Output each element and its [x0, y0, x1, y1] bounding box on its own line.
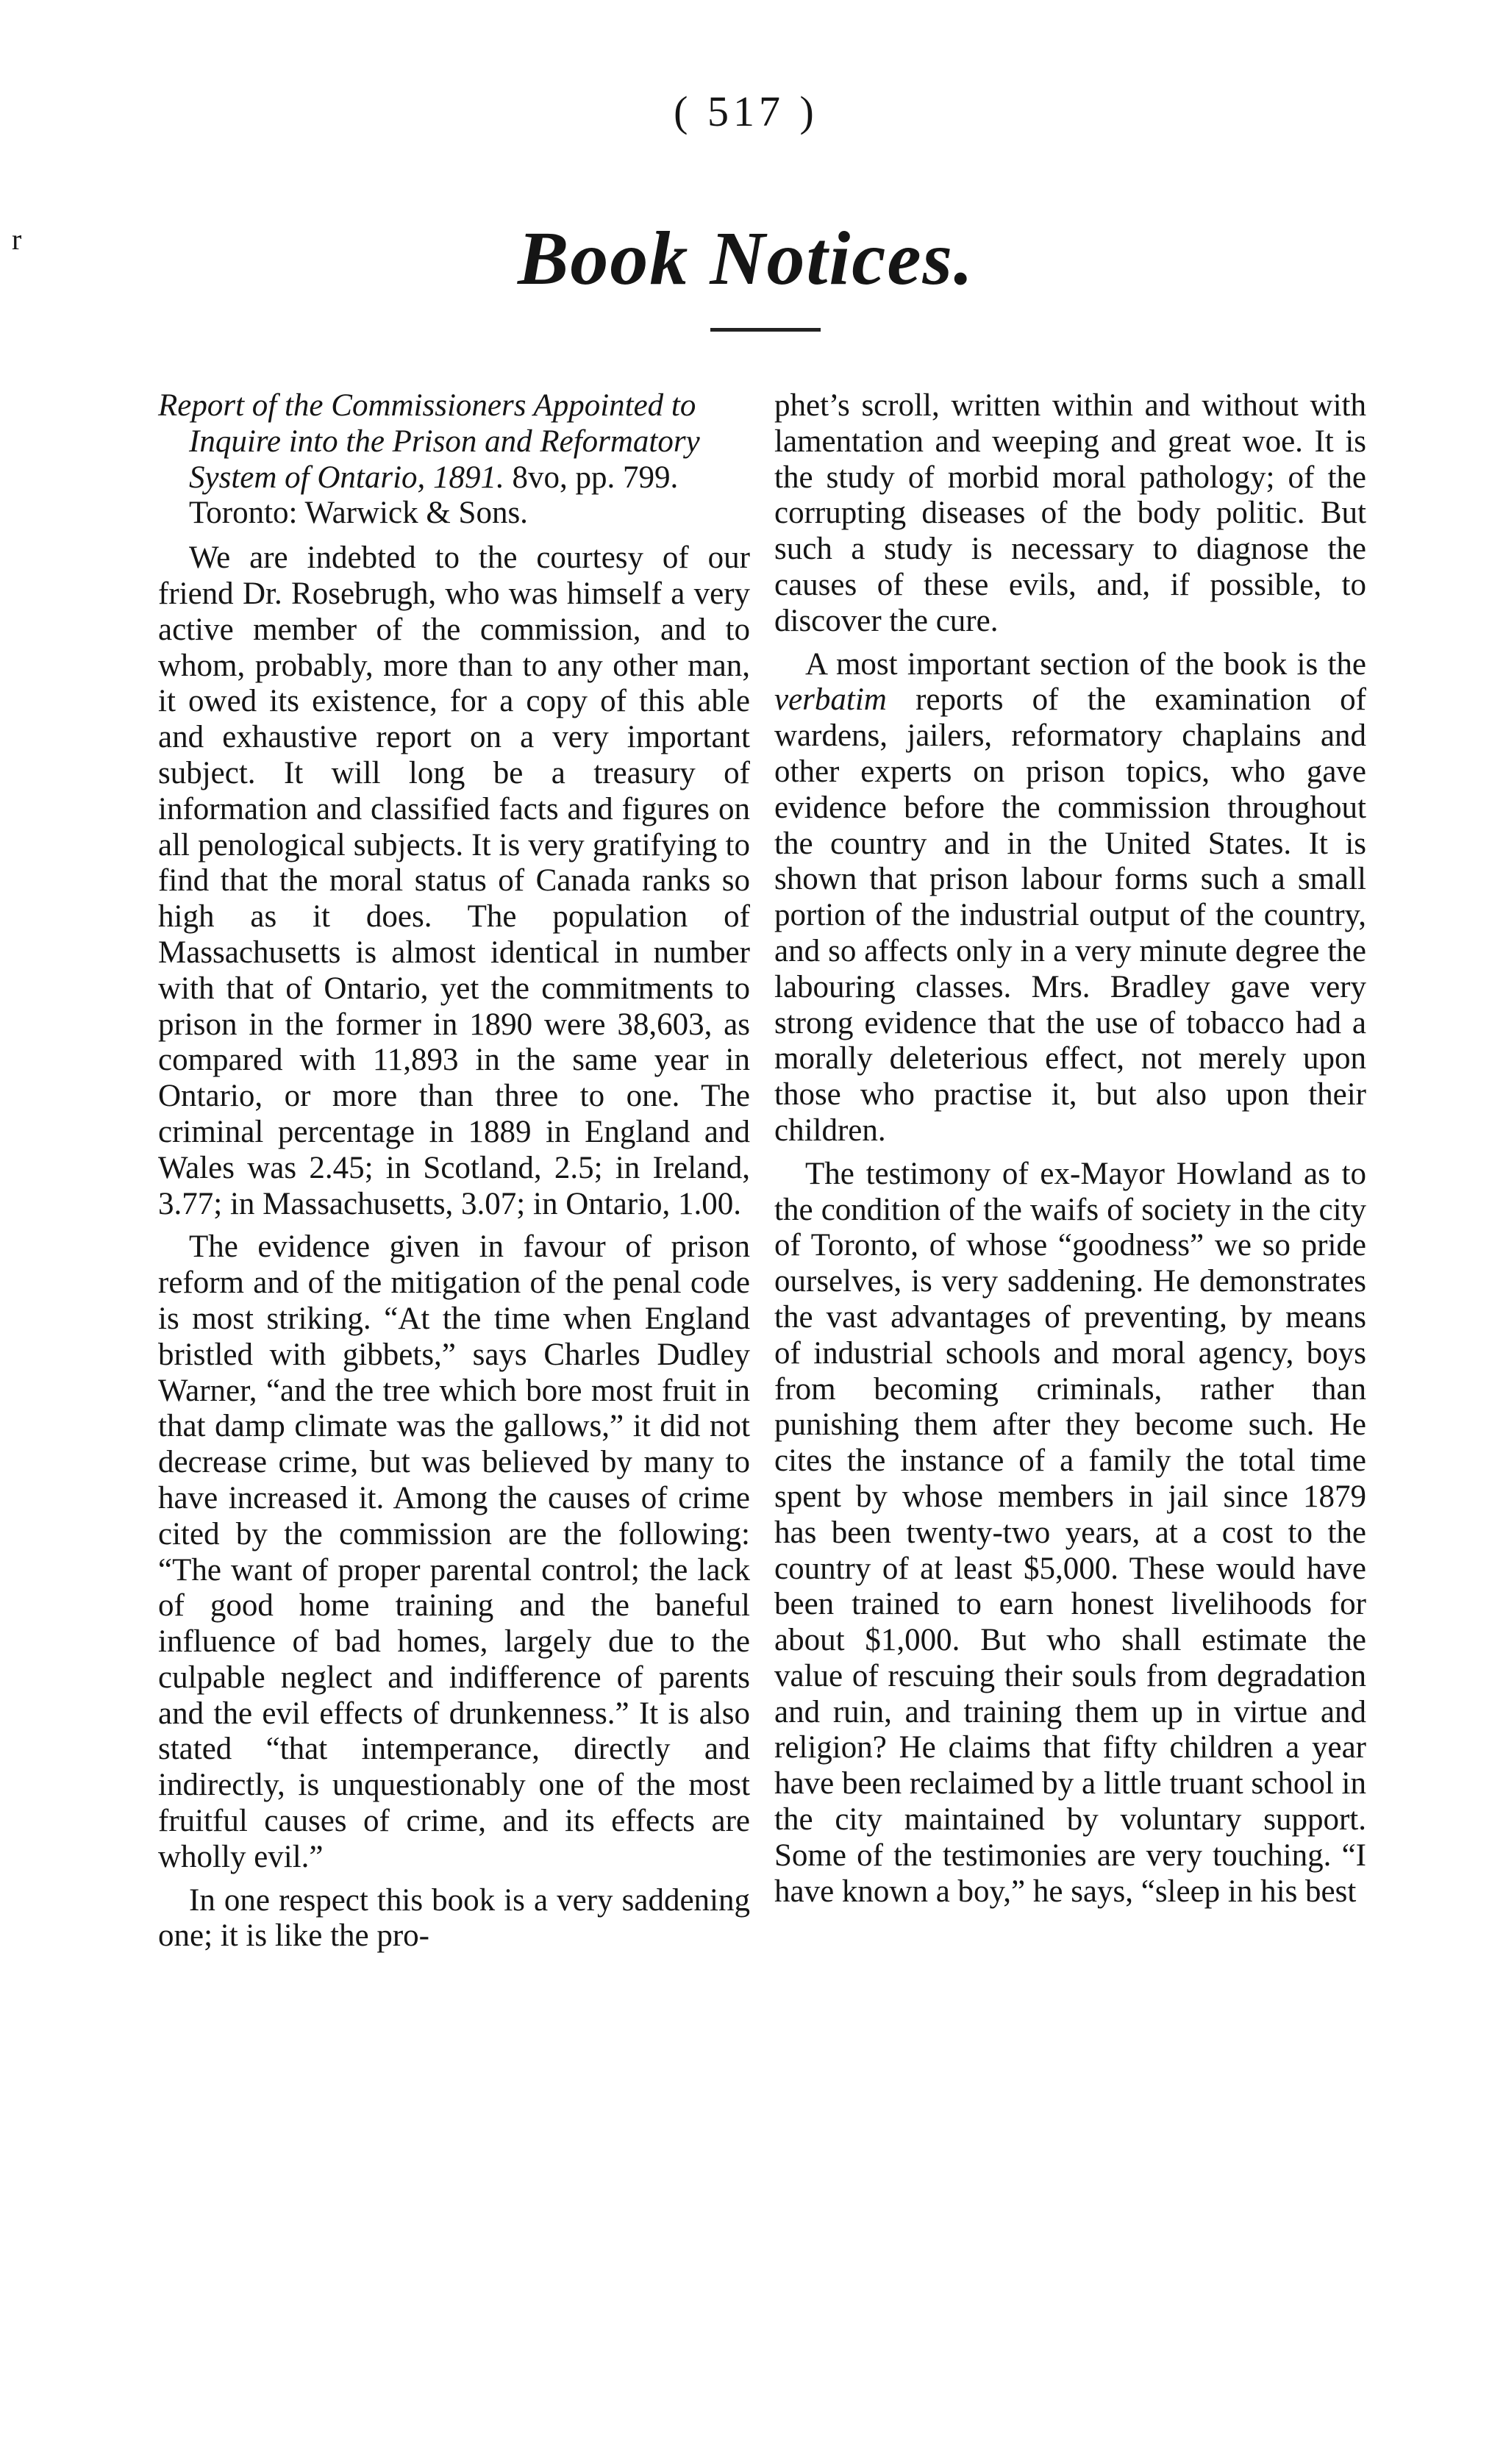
- book-citation: [158, 388, 750, 532]
- verbatim-emphasis: verbatim: [774, 682, 887, 718]
- right-paragraph-2: [774, 647, 1366, 1149]
- right-paragraph-1: phet’s scroll, written within and without with lamentation and weeping and great woe. It is the study of morbid moral pathology; of the corrupting diseases of the body politic. But such a study is necessary to diagnose the causes of these evils, and, if possible, to discover the cure.: [774, 388, 1366, 638]
- right-paragraph-3: The testimony of ex-Mayor Howland as to the condition of the waifs of society in the city of Toronto, of whose “goodness” we so pride ourselves, is very saddening. He demonstrates the vast advantages of preventing, by means of industrial schools and moral agency, boys from becoming criminals, rather than punishing them after they become such. He cites the instance of a family the total time spent by whose members in jail since 1879 has been twenty-two years, at a cost to the country of at least $5,000. These would have been trained to earn honest livelihoods for about $1,000. But who shall estimate the value of rescuing their souls from degradation and ruin, and training them up in virtue and religion? He claims that fifty children a year have been reclaimed by a little truant school in the city maintained by voluntary support. Some of the testimonies are very touching. “I have known a boy,” he says, “sleep in his best: [774, 1156, 1366, 1909]
- right-paragraph-2-end: reports of the examination of wardens, jailers, reformatory chaplains and other experts on prison topics, who gave evidence before the commission throughout the country and in the United States. It is shown that prison labour forms such a small portion of the industrial output of the country, and so affects only in a very minute degree the labouring classes. Mrs. Bradley gave very strong evidence that the use of tobacco had a morally deleterious effect, not merely upon those who practise it, but also upon their children.: [774, 682, 1366, 1148]
- book-title: Report of the Commissioners Appointed to Inquire into the Prison and Reformatory System of Ontario, 1891.: [158, 388, 700, 495]
- page-number: ( 517 ): [674, 88, 818, 135]
- left-paragraph-3: In one respect this book is a very saddening one; it is like the pro-: [158, 1882, 750, 1954]
- book-publication: 8vo, pp. 799. Toronto: Warwick & Sons.: [189, 460, 679, 531]
- left-column: [158, 388, 750, 1954]
- left-paragraph-2: The evidence given in favour of prison reform and of the mitigation of the penal code is most striking. “At the time when England bristled with gibbets,” says Charles Dudley Warner, “and the tree which bore most fruit in that damp climate was the gallows,” it did not decrease crime, but was believed by many to have increased it. Among the causes of crime cited by the commission are the following: “The want of proper parental control; the lack of good home training and the baneful influence of bad homes, largely due to the culpable neglect and indifference of parents and the evil effects of drunkenness.” It is also stated “that intemperance, directly and indirectly, is unquestionably one of the most fruitful causes of crime, and its effects are wholly evil.”: [158, 1229, 750, 1874]
- heading-rule: [710, 328, 821, 332]
- stray-mark: r: [12, 223, 22, 256]
- left-paragraph-1: We are indebted to the courtesy of our friend Dr. Rosebrugh, who was himself a very active member of the commission, and to whom, probably, more than to any other man, it owed its existence, for a copy of this able and exhaustive report on a very important subject. It will long be a treasury of information and classified facts and figures on all penological subjects. It is very gratifying to find that the moral status of Canada ranks so high as it does. The population of Massachusetts is almost identical in number with that of Ontario, yet the commitments to prison in the former in 1890 were 38,603, as compared with 11,893 in the same year in Ontario, or more than three to one. The criminal percentage in 1889 in England and Wales was 2.45; in Scotland, 2.5; in Ireland, 3.77; in Massachusetts, 3.07; in Ontario, 1.00.: [158, 540, 750, 1221]
- section-heading: Book Notices.: [517, 216, 975, 301]
- right-column: [774, 388, 1366, 1910]
- right-paragraph-2-start: A most important section of the book is the: [805, 646, 1366, 682]
